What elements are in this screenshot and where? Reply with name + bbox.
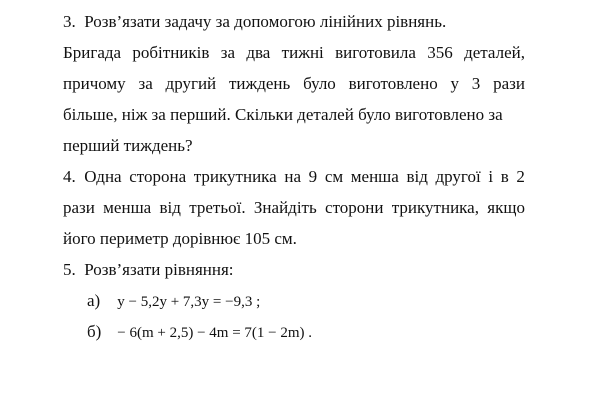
task3-heading (63, 12, 446, 32)
word: за (138, 74, 153, 93)
task4-line-2 (63, 198, 525, 218)
equation-a-label: а) (87, 291, 101, 310)
equation-b (87, 322, 312, 343)
task3-line-4 (63, 136, 193, 156)
task3-title: Розв’язати задачу за допомогою лінійних рівнянь. (84, 12, 447, 31)
task5-title: Розв’язати рівняння: (84, 260, 234, 279)
equation-a (87, 291, 260, 312)
task3-line-3 (63, 105, 503, 125)
word: трикутника (193, 167, 277, 186)
task4-line-3-text: його периметр дорівнює 105 см. (63, 229, 297, 248)
word: Одна (84, 167, 122, 186)
word: робітників (132, 43, 210, 62)
word: в (500, 167, 509, 186)
word: за (220, 43, 236, 62)
task3-line-3-text: більше, ніж за перший. Скільки деталей було виготовлено за (63, 105, 503, 124)
word: см (324, 167, 344, 186)
task4-line-3 (63, 229, 297, 249)
word: трикутника, (391, 198, 479, 217)
word: від (406, 167, 428, 186)
word: два (246, 43, 271, 62)
numbered-first-word (63, 167, 122, 187)
word: Бригада (63, 43, 122, 62)
word: тижні (281, 43, 324, 62)
word: сторона (129, 167, 187, 186)
word: деталей, (464, 43, 525, 62)
word: Знайдіть (253, 198, 317, 217)
word: третьої. (189, 198, 246, 217)
word: другої (435, 167, 481, 186)
word: тиждень (228, 74, 291, 93)
word: рази (63, 198, 95, 217)
word: виготовлено (348, 74, 438, 93)
equation-a-text: y − 5,2y + 7,3y = −9,3 ; (117, 294, 261, 310)
word: 2 (516, 167, 525, 186)
word: на (284, 167, 302, 186)
word: менша (103, 198, 152, 217)
task4-line-1 (63, 167, 525, 187)
equation-b-text: − 6(m + 2,5) − 4m = 7(1 − 2m) . (117, 325, 313, 341)
task5-heading (63, 260, 234, 280)
word: 9 (308, 167, 318, 186)
word: 356 (427, 43, 453, 62)
word: було (303, 74, 336, 93)
task3-number: 3. (63, 12, 76, 31)
word: 3 (471, 74, 481, 93)
word: у (450, 74, 459, 93)
word: сторони (325, 198, 384, 217)
word: причому (63, 74, 126, 93)
word: якщо (487, 198, 525, 217)
task3-line-2 (63, 74, 525, 94)
word: рази (493, 74, 525, 93)
word: від (159, 198, 181, 217)
word: другий (165, 74, 217, 93)
task3-line-1 (63, 43, 525, 63)
word: і (488, 167, 494, 186)
equation-b-label: б) (87, 322, 102, 341)
task5-number: 5. (63, 260, 76, 279)
task-number: 4. (63, 167, 76, 186)
word: виготовила (335, 43, 416, 62)
task3-line-4-text: перший тиждень? (63, 136, 193, 155)
word: менша (350, 167, 399, 186)
